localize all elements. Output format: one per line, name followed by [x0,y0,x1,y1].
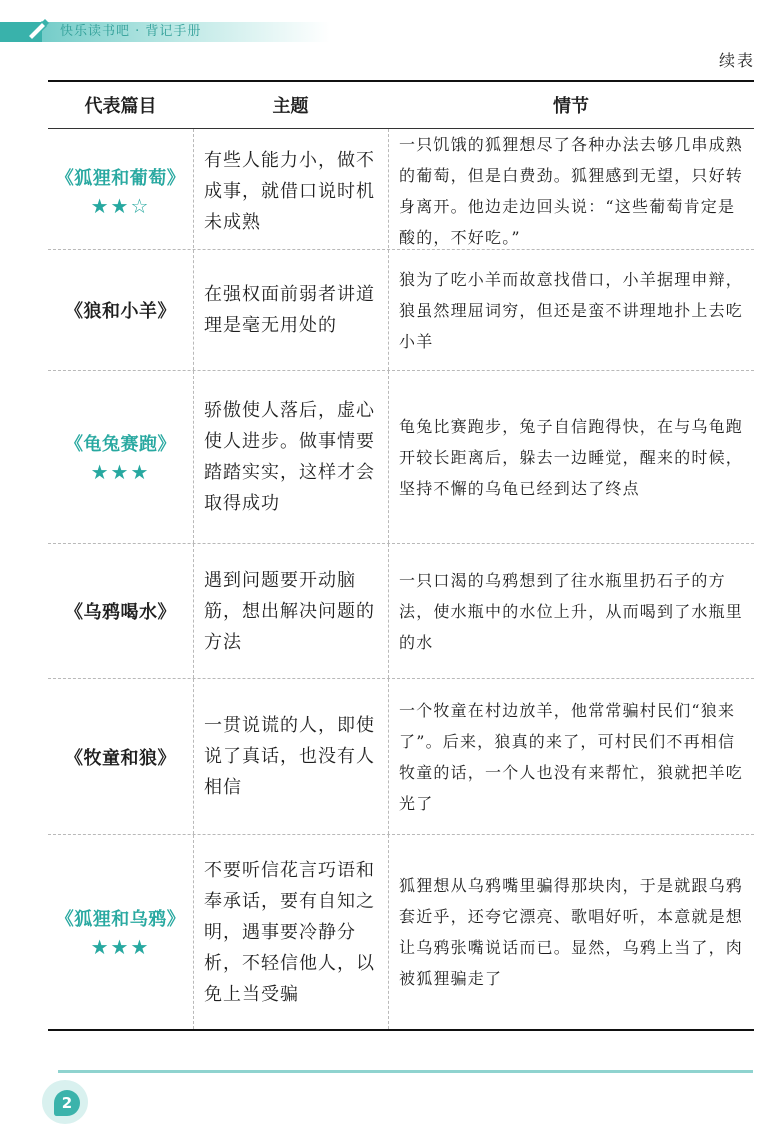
theme-text: 遇到问题要开动脑筋，想出解决问题的方法 [204,569,375,653]
theme-cell [193,835,388,1029]
plot-cell [388,371,754,543]
plot-text: 一只口渴的乌鸦想到了往水瓶里扔石子的方法，使水瓶中的水位上升，从而喝到了水瓶里的水 [399,570,744,652]
pencil-icon [22,14,52,44]
theme-text: 骄傲使人落后，虚心使人进步。做事情要踏踏实实，这样才会取得成功 [204,400,375,514]
theme-cell [193,250,388,370]
story-title-cell [48,835,193,1029]
story-title-cell [48,679,193,834]
plot-cell [388,835,754,1029]
theme-text: 不要听信花言巧语和奉承话，要有自知之明，遇事要冷静分析，不轻信他人，以免上当受骗 [204,859,375,1005]
story-title-cell [48,371,193,543]
story-title-cell [48,250,193,370]
table-header [48,82,754,129]
column-header-title: 代表篇目 [84,96,157,117]
theme-text: 在强权面前弱者讲道理是毫无用处的 [204,284,375,336]
theme-text: 有些人能力小，做不成事，就借口说时机未成熟 [204,149,375,233]
theme-cell [193,129,388,253]
story-title-cell [48,544,193,678]
plot-cell [388,544,754,678]
footer-rule [58,1070,753,1073]
table-row [48,679,754,835]
theme-text: 一贯说谎的人，即使说了真话，也没有人相信 [204,715,375,798]
table-row [48,129,754,250]
plot-text: 狼为了吃小羊而故意找借口，小羊据理申辩，狼虽然理屈词穷，但还是蛮不讲理地扑上去吃小羊 [399,269,744,351]
story-title: 《龟兔赛跑》 [65,434,176,455]
plot-text: 狐狸想从乌鸦嘴里骗得那块肉，于是就跟乌鸦套近乎，还夸它漂亮、歌唱好听，本意就是想让乌鸦张嘴说话而已。显然，乌鸦上当了，肉被狐狸骗走了 [399,876,744,988]
running-title: 快乐读书吧 · 背记手册 [60,24,202,39]
page-number-badge: 2 [54,1090,80,1116]
column-header-plot: 情节 [553,96,589,117]
plot-cell [388,129,754,253]
table-row [48,250,754,371]
table-row [48,544,754,679]
plot-text: 一只饥饿的狐狸想尽了各种办法去够几串成熟的葡萄，但是白费劲。狐狸感到无望，只好转身离开。他边走边回头说：“这些葡萄肯定是酸的，不好吃。” [399,135,744,247]
star-rating: ★★★ [90,460,151,484]
plot-text: 一个牧童在村边放羊，他常常骗村民们“狼来了”。后来，狼真的来了，可村民们不再相信牧童的话，一个人也没有来帮忙，狼就把羊吃光了 [399,700,744,813]
story-title: 《狼和小羊》 [65,301,176,322]
story-title: 《狐狸和葡萄》 [55,168,186,189]
table-row [48,835,754,1029]
star-rating: ★★★ [90,935,151,959]
story-title: 《乌鸦喝水》 [65,602,176,623]
story-table [48,80,754,1031]
story-title: 《牧童和狼》 [65,747,176,769]
star-rating: ★★☆ [90,194,151,218]
plot-cell [388,250,754,370]
theme-cell [193,679,388,834]
theme-cell [193,544,388,678]
plot-text: 龟兔比赛跑步，兔子自信跑得快，在与乌龟跑开较长距离后，躲去一边睡觉，醒来的时候，坚持不懈的乌龟已经到达了终点 [399,416,744,498]
table-row [48,371,754,544]
story-title-cell [48,129,193,253]
theme-cell [193,371,388,543]
plot-cell [388,679,754,834]
column-header-theme: 主题 [272,96,309,117]
continued-label: 续表 [718,51,755,70]
story-title: 《狐狸和乌鸦》 [55,909,186,930]
